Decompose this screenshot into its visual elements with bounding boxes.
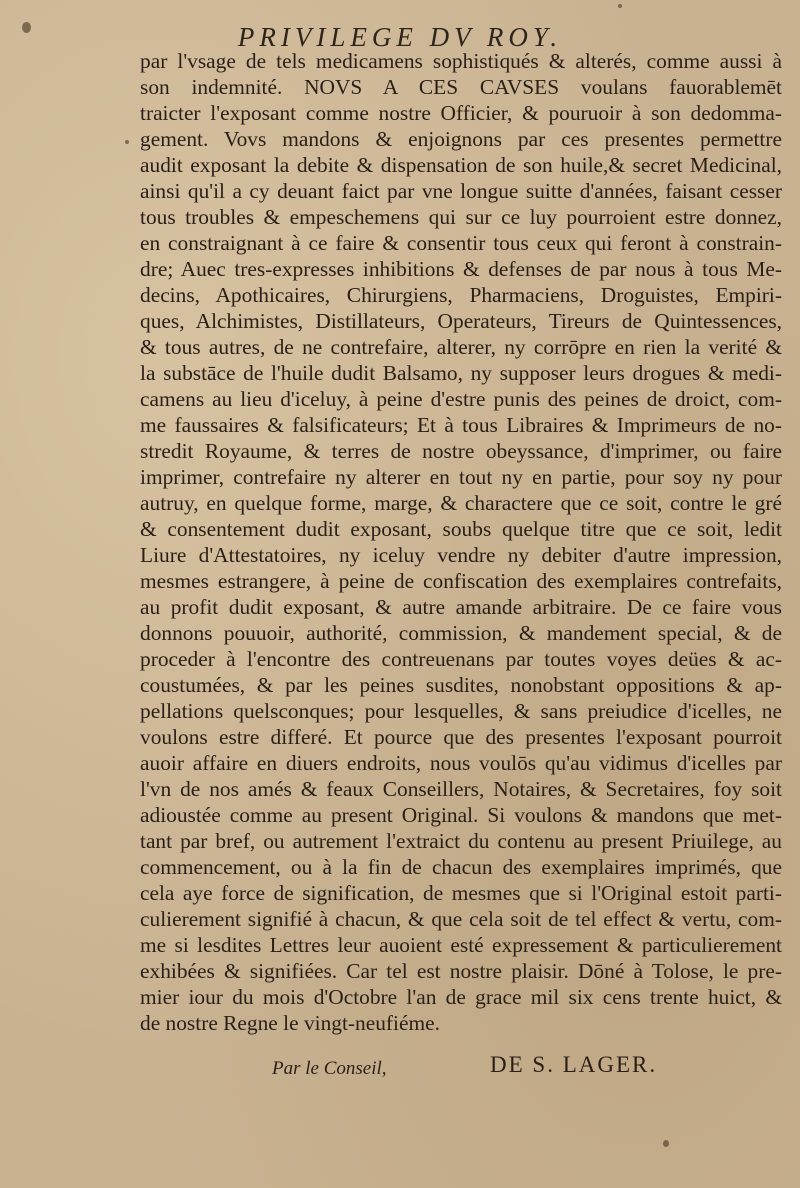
text-line: adioustée comme au present Original. Si voulons & mandons que met- (140, 803, 782, 827)
text-line: proceder à l'encontre des contreuenans par toutes voyes deües & ac- (140, 647, 782, 671)
text-line: mier iour du mois d'Octobre l'an de grace mil six cens trente huict, & (140, 985, 782, 1009)
text-line: me faussaires & falsificateurs; Et à tous Libraires & Imprimeurs de no- (140, 413, 782, 437)
text-line: gement. Vovs mandons & enjoignons par ces presentes permettre (140, 127, 782, 151)
text-line: dre; Auec tres-expresses inhibitions & defenses de par nous à tous Me- (140, 257, 782, 281)
text-line: culierement signifié à chacun, & que cela soit de tel effect & vertu, com- (140, 907, 782, 931)
ink-spot (618, 4, 622, 8)
text-line: & consentement dudit exposant, soubs quelque titre que ce soit, ledit (140, 517, 782, 541)
text-line: en constraignant à ce faire & consentir tous ceux qui feront à constrain- (140, 231, 782, 255)
text-line: ques, Alchimistes, Distillateurs, Operateurs, Tireurs de Quintessences, (140, 309, 782, 333)
signature-right: DE S. LAGER. (490, 1052, 658, 1077)
text-line: de nostre Regne le vingt-neufiéme. (140, 1011, 440, 1035)
text-line: l'vn de nos amés & feaux Conseillers, Notaires, & Secretaires, foy soit (140, 777, 782, 801)
text-line: au profit dudit exposant, & autre amande arbitraire. De ce faire vous (140, 595, 782, 619)
text-line: cela aye force de signification, de mesmes que si l'Original estoit parti- (140, 881, 782, 905)
text-line: & tous autres, de ne contrefaire, alterer, ny corrōpre en rien la verité & (140, 335, 782, 359)
ink-spot (663, 1140, 669, 1147)
text-line: la substāce de l'huile dudit Balsamo, ny supposer leurs drogues & medi- (140, 361, 782, 385)
text-line: exhibées & signifiées. Car tel est nostre plaisir. Dōné à Tolose, le pre- (140, 959, 782, 983)
ink-spot (125, 140, 129, 144)
body-text (140, 48, 782, 1036)
text-line: Liure d'Attestatoires, ny iceluy vendre ny debiter d'autre impression, (140, 543, 782, 567)
text-line: tant par bref, ou autrement l'extraict du contenu au present Priuilege, au (140, 829, 782, 853)
text-line: tous troubles & empeschemens qui sur ce luy pourroient estre donnez, (140, 205, 782, 229)
text-line: camens au lieu d'iceluy, à peine d'estre punis des peines de droict, com- (140, 387, 782, 411)
text-line: son indemnité. NOVS A CES CAVSES voulans fauorablemēt (140, 75, 782, 99)
text-line: traicter l'exposant comme nostre Officier, & pouruoir à son dedomma- (140, 101, 782, 125)
text-line: par l'vsage de tels medicamens sophistiqués & alterés, comme aussi à (140, 49, 782, 73)
text-line: voulons estre differé. Et pource que des presentes l'exposant pourroit (140, 725, 782, 749)
text-line: decins, Apothicaires, Chirurgiens, Pharmaciens, Droguistes, Empiri- (140, 283, 782, 307)
text-line: donnons pouuoir, authorité, commission, & mandement special, & de (140, 621, 782, 645)
text-line: imprimer, contrefaire ny alterer en tout ny en partie, pour soy ny pour (140, 465, 782, 489)
signature-left: Par le Conseil, (272, 1058, 387, 1079)
text-line: me si lesdites Lettres leur auoient esté expressement & particulierement (140, 933, 782, 957)
text-line: coustumées, & par les peines susdites, nonobstant oppositions & ap- (140, 673, 782, 697)
text-line: autruy, en quelque forme, marge, & charactere que ce soit, contre le gré (140, 491, 782, 515)
page-header: PRIVILEGE DV ROY. (237, 22, 563, 52)
text-line: stredit Royaume, & terres de nostre obeyssance, d'imprimer, ou faire (140, 439, 782, 463)
text-line: audit exposant la debite & dispensation de son huile,& secret Medicinal, (140, 153, 782, 177)
text-line: auoir affaire en diuers endroits, nous voulōs qu'au vidimus d'icelles par (140, 751, 782, 775)
text-line: ainsi qu'il a cy deuant faict par vne longue suitte d'années, faisant cesser (140, 179, 782, 203)
text-line: mesmes estrangere, à peine de confiscation des exemplaires contrefaits, (140, 569, 782, 593)
text-line: pellations quelsconques; pour lesquelles, & sans preiudice d'icelles, ne (140, 699, 782, 723)
text-line: commencement, ou à la fin de chacun des exemplaires imprimés, que (140, 855, 782, 879)
